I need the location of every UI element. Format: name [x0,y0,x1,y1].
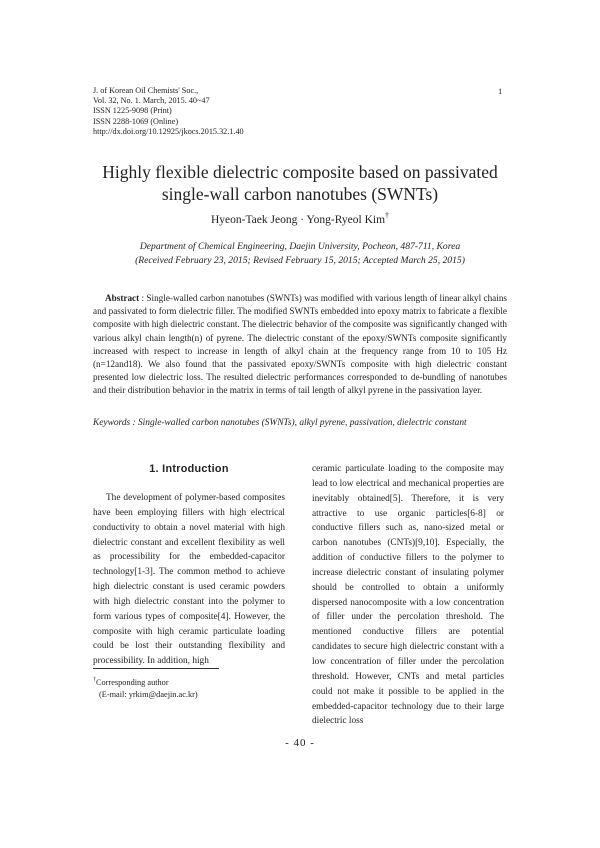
journal-volume: Vol. 32, No. 1. March, 2015. 40~47 [93,96,210,106]
top-page-number: 1 [498,86,503,96]
abstract-text: Single-walled carbon nanotubes (SWNTs) was modified with various length of linear alkyl chains and passivated to form dielectric filler. The modified SWNTs embedded into epoxy matrix to fabricate a flexible composite with high dielectric constant. The dielectric behavior of the composite was significantly changed with various alkyl chain length(n) of pyrene. The dielectric constant of the epoxy/SWNTs composite significantly increased with respect to increase in length of alkyl chain at the frequency range from 10 to 105 Hz (n=12and18). We also found that the passivated epoxy/SWNTs composite with high dielectric constant presented low dielectric loss. The resulted dielectric performances corresponded to de-bundling of nanotubes and their distribution behavior in the matrix in terms of tail length of alkyl pyrene in the passivation layer. [93,293,507,396]
keywords: Keywords : Single-walled carbon nanotubes (SWNTs), alkyl pyrene, passivation, dielectric constant [93,418,467,428]
abstract-label: Abstract [105,293,140,303]
footnote-label: Corresponding author [96,677,169,687]
journal-name: J. of Korean Oil Chemists' Soc., [93,86,199,95]
author-names: Hyeon-Taek Jeong · Yong-Ryeol Kim [210,213,386,226]
footnote-email: (E-mail: yrkim@daejin.ac.kr) [99,689,198,699]
paper-title [60,161,540,205]
title-line-1: Highly flexible dielectric composite based on passivated [102,162,498,182]
journal-header [93,86,244,137]
abstract [93,292,507,398]
issn-online: ISSN 2288-1069 (Online) [93,116,179,126]
intro-column-right: ceramic particulate loading to the composite may lead to low electrical and mechanical properties are inevitably obtained[5]. Therefore, it is very attractive to use organic particles[6-8] or conductive fillers such as, nano-sized metal or carbon nanotubes (CNTs)[9,10]. Especially, the addition of conductive fillers to the polymer to increase dielectric constant of insulating polymer should be controlled to obtain a uniformly dispersed nanocomposite with a low concentration of filler under the percolation threshold. The mentioned conductive fillers are potential candidates to secure high dielectric constant with a low concentration of filler under the percolation threshold. However, CNTs and metal particles could not make it possible to be applied in the embedded-capacitor technology due to their large dielectric loss [312,464,504,727]
issn-print: ISSN 1225-9098 (Print) [93,106,172,116]
author-list [60,211,540,226]
abstract-separator: : [139,293,147,303]
title-line-2: single-wall carbon nanotubes (SWNTs) [161,184,439,204]
section-heading: 1. Introduction [149,463,229,475]
footnote-mark: † [93,677,96,683]
corresponding-mark: † [385,211,390,220]
affiliation [60,240,540,267]
doi-link[interactable]: http://dx.doi.org/10.12925/jkocs.2015.32.1.40 [93,126,244,136]
footnote [93,674,198,701]
footnote-divider [93,668,219,669]
affiliation-line: Department of Chemical Engineering, Daejin University, Pocheon, 487-711, Korea [139,241,461,252]
page-footer: - 40 - [285,737,315,749]
intro-column-left: The development of polymer-based composites have been employing fillers with high electrical conductivity to obtain a novel material with high dielectric constant and excellent flexibility as well as processibility for the embedded-capacitor technology[1-3]. The common method to achieve high dielectric constant is used ceramic powders with high dielectric constant into the polymer to form various types of composite[4]. However, the composite with high ceramic particulate loading could be lost their outstanding flexibility and processibility. In addition, high [93,493,285,667]
received-dates: (Received February 23, 2015; Revised February 15, 2015; Accepted March 25, 2015) [135,254,465,266]
